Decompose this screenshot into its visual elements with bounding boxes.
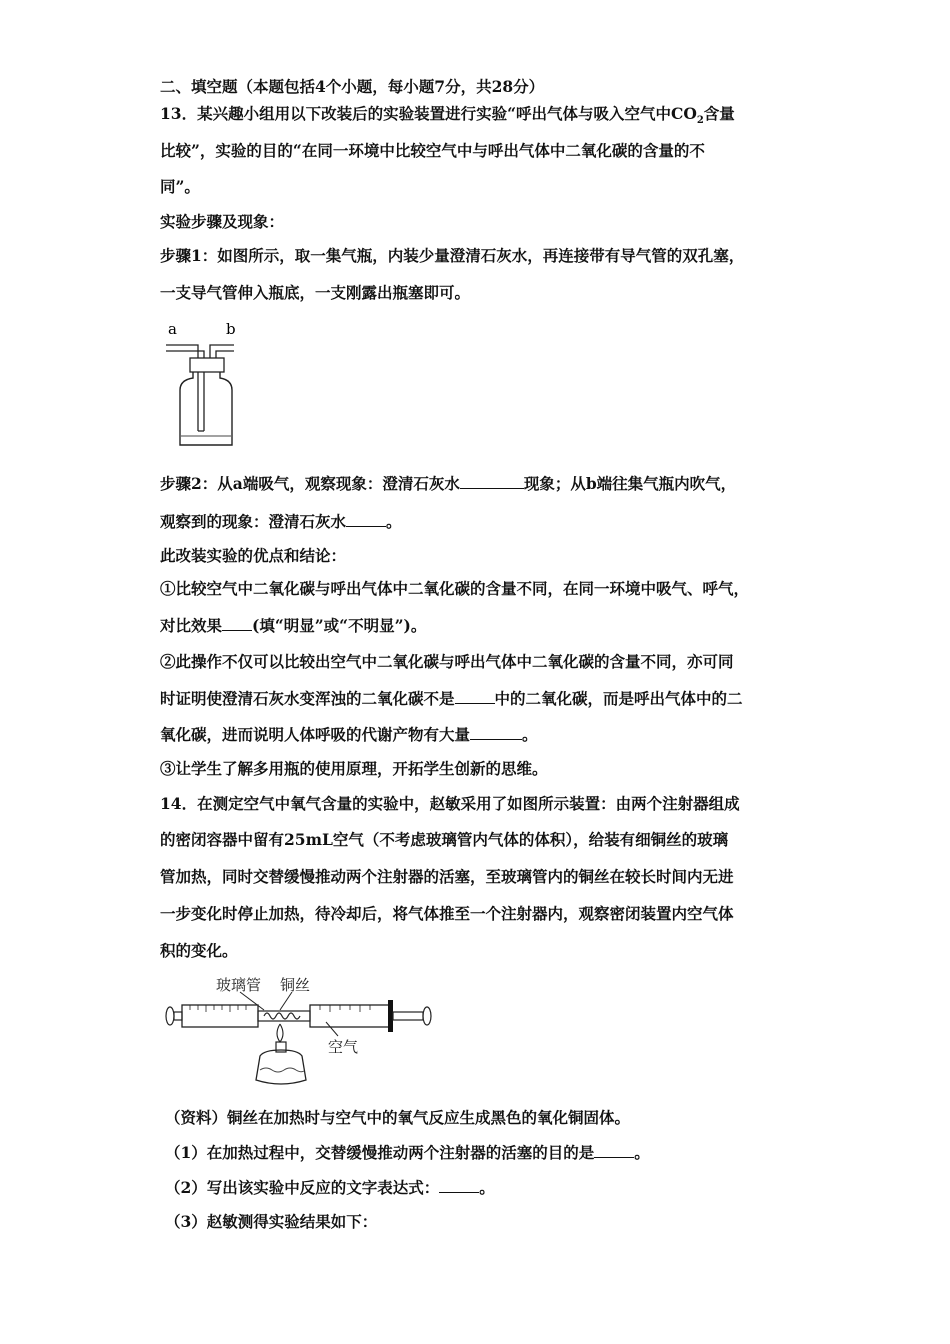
subq-1-text: （1）在加热过程中，交替缓慢推动两个注射器的活塞的目的是 [165,1143,595,1162]
point1-line-1: ①比较空气中二氧化碳与呼出气体中二氧化碳的含量不同，在同一环境中吸气、呼气， [160,579,750,598]
flame [277,1024,283,1042]
info-note: （资料）铜丝在加热时与空气中的氧气反应生成黑色的氧化铜固体。 [165,1108,631,1127]
advantages-heading: 此改装实验的优点和结论： [160,546,347,565]
left-plunger-cap [166,1007,174,1025]
subq-2-text: （2）写出该实验中反应的文字表达式： [165,1178,440,1197]
step2-line-1 [160,474,736,494]
steps-heading: 实验步骤及现象： [160,212,285,231]
q14-line-2: 的密闭容器中留有25mL空气（不考虑玻璃管内气体的体积），给装有细铜丝的玻璃 [160,830,729,849]
blank-step2-b[interactable] [346,512,386,527]
section-title: 二、填空题（本题包括4个小题，每小题7分，共28分） [160,77,545,96]
lamp-fuel [260,1068,304,1072]
point2-line-3 [160,725,538,745]
point3: ③让学生了解多用瓶的使用原理，开拓学生创新的思维。 [160,759,548,778]
step1-line-2: 一支导气管伸入瓶底，一支刚露出瓶塞即可。 [160,283,471,302]
q14-line-4: 一步变化时停止加热，待冷却后，将气体推至一个注射器内，观察密闭装置内空气体 [160,904,734,923]
blank-metabolite[interactable] [470,725,522,740]
step2-period: 。 [386,512,402,531]
q13-line-3: 同”。 [160,177,200,196]
copper-coil [264,1013,300,1019]
point1-text-a: 对比效果 [160,616,223,635]
blank-equation[interactable] [439,1178,479,1193]
point1-text-b: (填“明显”或“不明显”)。 [252,616,427,635]
label-a: a [168,320,177,338]
left-syringe-barrel [182,1005,258,1027]
step1-line-1: 步骤1：如图所示，取一集气瓶，内装少量澄清石灰水，再连接带有导气管的双孔塞， [160,246,745,265]
stopper [190,358,224,372]
co2-subscript: 2 [696,115,704,127]
alcohol-lamp [256,1050,306,1084]
right-plunger-seal [388,1000,393,1032]
point2-text-b: 中的二氧化碳，而是呼出气体中的二 [494,689,743,708]
q13-line-1 [160,104,735,131]
blank-step2-a[interactable] [460,474,524,489]
step2-text-b: 现象；从b端往集气瓶内吹气， [523,474,737,493]
step2-line-2 [160,512,402,532]
q13-line-1-text: 13．某兴趣小组用以下改装后的实验装置进行实验“呼出气体与吸入空气中CO [160,104,697,123]
q14-line-3: 管加热，同时交替缓慢推动两个注射器的活塞，至玻璃管内的铜丝在较长时间内无进 [160,867,734,886]
q13-line-2: 比较”，实验的目的“在同一环境中比较空气中与呼出气体中二氧化碳的含量的不 [160,141,705,160]
label-glass-tube: 玻璃管 [216,976,262,994]
q13-line-1-tail: 含量 [703,104,735,123]
glass-tube [258,1011,310,1021]
subq-1-period: 。 [634,1143,650,1162]
blank-purpose[interactable] [594,1143,634,1158]
blank-source[interactable] [455,689,495,704]
blank-contrast[interactable] [222,616,252,631]
gas-bottle-figure [160,318,250,450]
label-b: b [226,320,236,338]
point1-line-2 [160,616,426,636]
right-plunger-cap [423,1007,431,1025]
bottle [180,372,232,445]
step2-text-a: 步骤2：从a端吸气，观察现象：澄清石灰水 [160,474,460,493]
label-air: 空气 [328,1038,359,1056]
subq-2 [165,1178,495,1198]
point2-line-1: ②此操作不仅可以比较出空气中二氧化碳与呼出气体中二氧化碳的含量不同，亦可同 [160,652,734,671]
step2-observe-text: 观察到的现象：澄清石灰水 [160,512,347,531]
point2-text-a: 时证明使澄清石灰水变浑浊的二氧化碳不是 [160,689,455,708]
subq-1 [165,1143,650,1163]
point2-text-c: 氧化碳，进而说明人体呼吸的代谢产物有大量 [160,725,471,744]
subq-2-period: 。 [479,1178,495,1197]
label-copper-wire: 铜丝 [280,976,311,994]
q14-line-5: 积的变化。 [160,941,238,960]
q14-line-1: 14．在测定空气中氧气含量的实验中，赵敏采用了如图所示装置：由两个注射器组成 [160,794,740,813]
subq-3: （3）赵敏测得实验结果如下： [165,1212,378,1231]
point2-line-2 [160,689,743,709]
syringe-apparatus-figure [160,970,440,1092]
right-plunger-rod [393,1012,423,1020]
point2-period: 。 [522,725,538,744]
